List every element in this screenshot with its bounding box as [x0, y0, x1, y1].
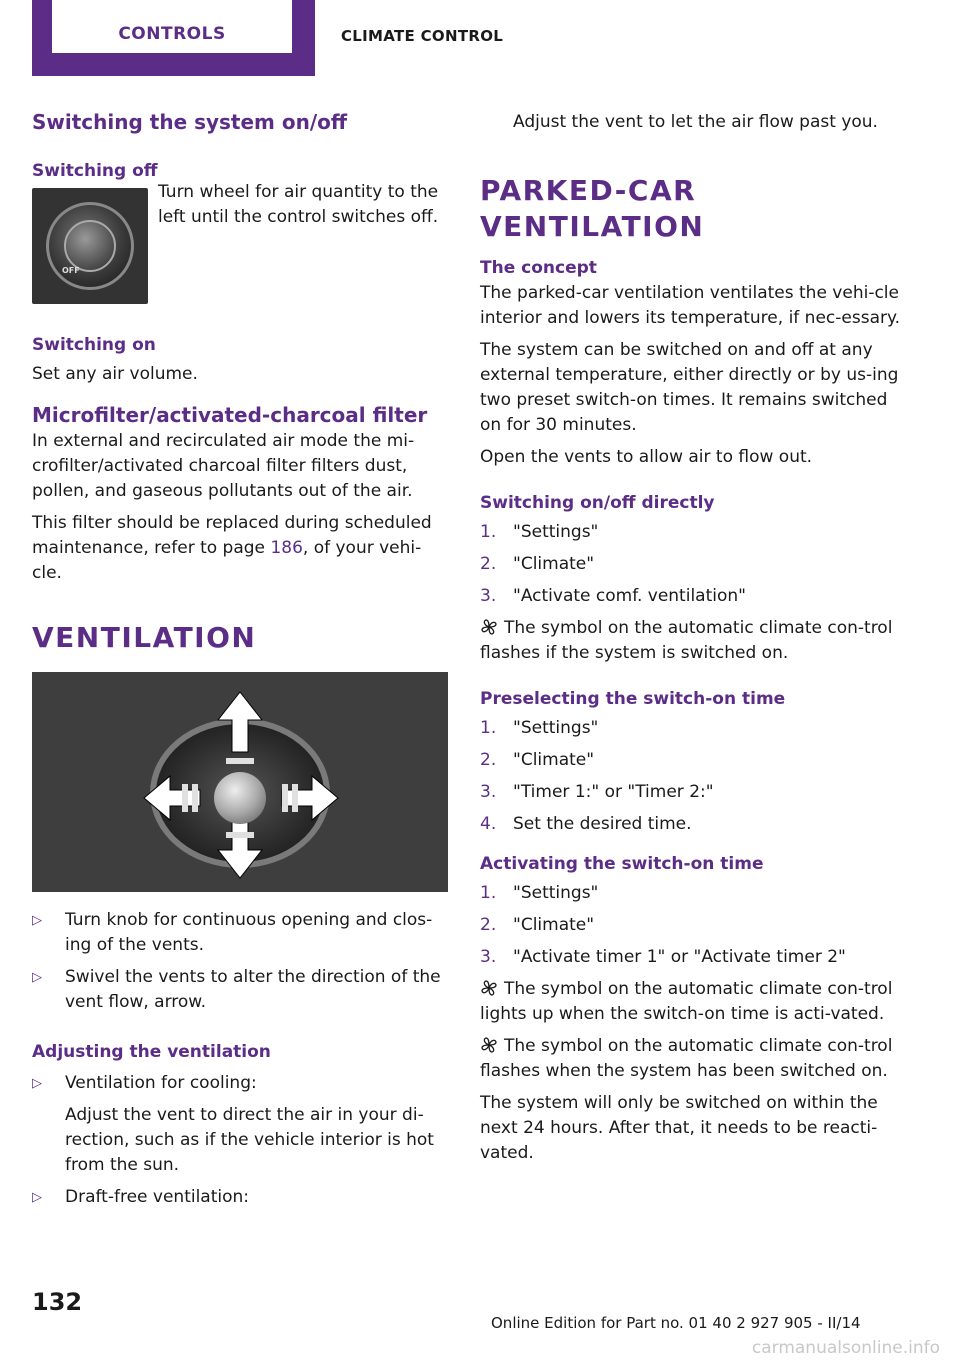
- step-number: 2.: [480, 750, 497, 770]
- adjust-cooling-detail: Adjust the vent to direct the air in your di‐rection, such as if the vehicle interior is hot from the sun.: [65, 1105, 434, 1175]
- list-item: [32, 1071, 448, 1178]
- dial-off-label: OFF: [62, 266, 80, 275]
- section-title: CLIMATE CONTROL: [341, 27, 504, 45]
- heading-concept: The concept: [480, 258, 597, 278]
- concept-paragraph-2: The system can be switched on and off at any external temperature, either directly or by us‐ing two preset switch-on times. It remains switched on for 30 minutes.: [480, 340, 899, 435]
- vent-bullet-list: [32, 908, 448, 1015]
- list-item: [480, 520, 900, 545]
- list-item: [480, 913, 900, 938]
- activate-note-2-text: The symbol on the automatic climate con‐trol flashes when the system has been switched on.: [480, 1036, 893, 1081]
- heading-switching-direct: Switching on/off directly: [480, 493, 715, 513]
- adjust-draft-label: Draft-free ventilation:: [65, 1187, 250, 1207]
- microfilter-paragraph-1: In external and recirculated air mode the mi‐crofilter/activated charcoal filter filters dust, pollen, and gaseous pollutants out of the air.: [32, 431, 415, 501]
- heading-switching-off: Switching off: [32, 161, 158, 181]
- list-item: [480, 812, 900, 837]
- tab-controls[interactable]: CONTROLS: [118, 24, 226, 44]
- step-number: 3.: [480, 782, 497, 802]
- step-number: 1.: [480, 522, 497, 542]
- draft-free-detail: Adjust the vent to let the air flow past you.: [513, 112, 878, 132]
- triangle-bullet-icon: ▷: [32, 913, 42, 928]
- activate-note-1: [480, 977, 900, 1027]
- fan-icon: [480, 1036, 498, 1054]
- triangle-bullet-icon: ▷: [32, 970, 42, 985]
- switching-off-text: Turn wheel for air quantity to the left until the control switches off.: [158, 182, 439, 227]
- step-text: "Climate": [513, 554, 595, 574]
- adjust-cooling-label: Ventilation for cooling:: [65, 1073, 257, 1093]
- step-text: "Activate comf. ventilation": [513, 586, 746, 606]
- direct-steps-list: [480, 520, 900, 609]
- list-item: [480, 945, 900, 970]
- switching-on-text: Set any air volume.: [32, 364, 198, 384]
- step-number: 2.: [480, 554, 497, 574]
- step-text: "Climate": [513, 915, 595, 935]
- preselect-steps-list: [480, 716, 900, 837]
- page-link-186[interactable]: 186: [270, 538, 303, 558]
- list-item: [480, 584, 900, 609]
- vent-bullet-text: Turn knob for continuous opening and clos‐ing of the vents.: [65, 910, 433, 955]
- heading-switching-on: Switching on: [32, 335, 156, 355]
- list-item: [480, 780, 900, 805]
- step-text: "Settings": [513, 718, 599, 738]
- fan-icon: [480, 979, 498, 997]
- step-number: 1.: [480, 718, 497, 738]
- adjust-cooling-block: [65, 1071, 448, 1178]
- direct-note: [480, 616, 900, 666]
- step-text: Set the desired time.: [513, 814, 692, 834]
- fan-icon: [480, 618, 498, 636]
- concept-paragraph-3: Open the vents to allow air to flow out.: [480, 447, 813, 467]
- heading-adjusting-ventilation: Adjusting the ventilation: [32, 1042, 271, 1062]
- list-item: [32, 965, 448, 1015]
- step-text: "Settings": [513, 883, 599, 903]
- step-text: "Settings": [513, 522, 599, 542]
- heading-parked-car-ventilation: PARKED-CAR VENTILATION: [480, 174, 705, 243]
- watermark: carmanualsonline.info: [751, 1338, 940, 1358]
- microfilter-text-a: This filter should be replaced during scheduled maintenance, refer to page: [32, 513, 432, 558]
- step-number: 1.: [480, 883, 497, 903]
- left-column: [32, 108, 448, 1217]
- right-column: [480, 108, 900, 1166]
- step-number: 3.: [480, 586, 497, 606]
- activate-note-1-text: The symbol on the automatic climate con‐trol lights up when the switch-on time is acti‐vated.: [480, 979, 893, 1024]
- step-number: 4.: [480, 814, 497, 834]
- vent-image: [32, 672, 448, 892]
- air-quantity-dial-image: [32, 188, 148, 304]
- vent-bullet-text: Swivel the vents to alter the direction of the vent flow, arrow.: [65, 967, 441, 1012]
- heading-switching-system: Switching the system on/off: [32, 110, 348, 134]
- step-text: "Activate timer 1" or "Activate timer 2": [513, 947, 846, 967]
- triangle-bullet-icon: ▷: [32, 1076, 42, 1091]
- edition-note: Online Edition for Part no. 01 40 2 927 905 - II/14: [491, 1314, 861, 1332]
- activate-note-2: [480, 1034, 900, 1084]
- dial-knob: [64, 220, 116, 272]
- list-item: [32, 1185, 448, 1210]
- switching-off-block: [32, 182, 448, 304]
- adjust-bullet-list: [32, 1071, 448, 1210]
- heading-ventilation: VENTILATION: [32, 621, 257, 654]
- vent-knob: [214, 772, 266, 824]
- list-item: [480, 881, 900, 906]
- heading-microfilter: Microfilter/activated-charcoal filter: [32, 403, 428, 427]
- list-item: [32, 908, 448, 958]
- activate-paragraph: The system will only be switched on within the next 24 hours. After that, it needs to be reacti‐vated.: [480, 1093, 878, 1163]
- triangle-bullet-icon: ▷: [32, 1190, 42, 1205]
- step-text: "Climate": [513, 750, 595, 770]
- step-text: "Timer 1:" or "Timer 2:": [513, 782, 714, 802]
- page-number: 132: [32, 1288, 83, 1316]
- activate-steps-list: [480, 881, 900, 970]
- microfilter-text-b: , of your vehi‐cle.: [32, 538, 422, 583]
- concept-paragraph-1: The parked-car ventilation ventilates the vehi‐cle interior and lowers its temperature, if nec‐essary.: [480, 283, 901, 328]
- list-item: [480, 716, 900, 741]
- heading-activate-time: Activating the switch-on time: [480, 854, 764, 874]
- direct-note-text: The symbol on the automatic climate con‐trol flashes if the system is switched on.: [480, 618, 893, 663]
- heading-preselect-time: Preselecting the switch-on time: [480, 689, 786, 709]
- list-item: [480, 552, 900, 577]
- microfilter-paragraph-2: [32, 511, 448, 586]
- step-number: 2.: [480, 915, 497, 935]
- step-number: 3.: [480, 947, 497, 967]
- list-item: [480, 748, 900, 773]
